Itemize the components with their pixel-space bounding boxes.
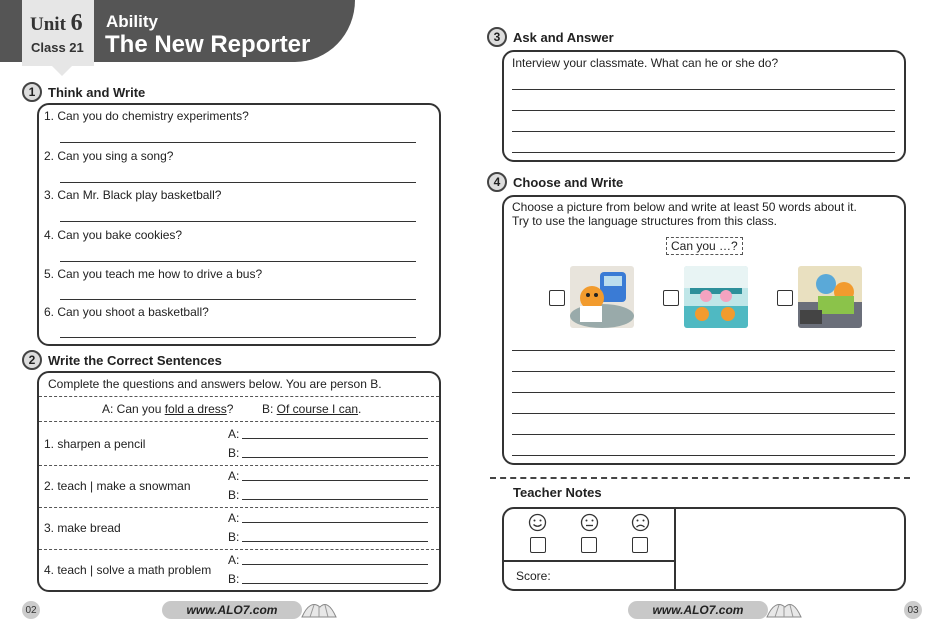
page-number-left: 02	[22, 601, 40, 619]
writing-line[interactable]	[512, 350, 895, 351]
answer-line-4[interactable]	[60, 261, 416, 262]
sad-face-icon	[631, 513, 650, 537]
class-label: Class 21	[31, 40, 84, 55]
item-1-answer-b[interactable]	[242, 457, 428, 458]
label-b: B:	[228, 530, 240, 544]
section-2-instruction: Complete the questions and answers below. You are person B.	[48, 377, 382, 391]
item-3-answer-b[interactable]	[242, 541, 428, 542]
item-4-answer-a[interactable]	[242, 564, 428, 565]
topic-label: Ability	[106, 12, 158, 31]
notes-divider	[490, 477, 910, 479]
answer-line-1[interactable]	[60, 142, 416, 143]
section-4-heading	[487, 172, 623, 192]
item-2-label: 2. teach | make a snowman	[44, 479, 191, 493]
writing-line[interactable]	[512, 392, 895, 393]
answer-line[interactable]	[512, 110, 895, 111]
section-3-prompt: Interview your classmate. What can he or she do?	[512, 56, 779, 70]
page-number-right: 03	[904, 601, 922, 619]
section-4-instruction-1: Choose a picture from below and write at least 50 words about it.	[512, 200, 857, 214]
happy-checkbox[interactable]	[530, 537, 546, 553]
item-1-label: 1. sharpen a pencil	[44, 437, 146, 451]
answer-line[interactable]	[512, 152, 895, 153]
unit-label: Unit 6	[30, 10, 83, 36]
teacher-notes-title: Teacher Notes	[513, 485, 602, 500]
shell-icon	[300, 597, 338, 626]
footer-url-left[interactable]: www.ALO7.com	[162, 601, 302, 619]
picture-1-checkbox[interactable]	[549, 290, 565, 306]
item-2-answer-b[interactable]	[242, 499, 428, 500]
page-title: The New Reporter	[105, 31, 311, 58]
neutral-face-icon	[580, 513, 599, 537]
section-2-heading	[22, 350, 222, 370]
section-4-instruction-2: Try to use the language structures from this class.	[512, 214, 778, 228]
question-5: 5. Can you teach me how to drive a bus?	[44, 267, 263, 281]
writing-line[interactable]	[512, 455, 895, 456]
teacher-notes-box	[502, 507, 906, 591]
neutral-checkbox[interactable]	[581, 537, 597, 553]
section-3-heading	[487, 27, 614, 47]
divider	[39, 507, 439, 508]
label-a: A:	[228, 469, 240, 483]
label-a: A:	[228, 511, 240, 525]
section-title: Choose and Write	[513, 174, 624, 190]
section-number: 2	[22, 350, 42, 370]
divider	[39, 465, 439, 466]
section-number: 4	[487, 172, 507, 192]
writing-line[interactable]	[512, 413, 895, 414]
section-1-heading	[22, 82, 145, 102]
divider	[39, 396, 439, 397]
picture-1-image	[570, 266, 634, 328]
footer-url-right[interactable]: www.ALO7.com	[628, 601, 768, 619]
answer-line[interactable]	[512, 89, 895, 90]
picture-2-checkbox[interactable]	[663, 290, 679, 306]
picture-3-image	[798, 266, 862, 328]
answer-line-5[interactable]	[60, 299, 416, 300]
answer-line-2[interactable]	[60, 182, 416, 183]
answer-line-3[interactable]	[60, 221, 416, 222]
example-answer: B: Of course I can.	[262, 402, 362, 416]
label-b: B:	[228, 488, 240, 502]
question-3: 3. Can Mr. Black play basketball?	[44, 188, 222, 202]
item-3-label: 3. make bread	[44, 521, 121, 535]
label-b: B:	[228, 446, 240, 460]
writing-line[interactable]	[512, 371, 895, 372]
language-hint: Can you …?	[666, 237, 743, 255]
shell-icon	[765, 597, 803, 626]
divider	[39, 421, 439, 422]
notes-row-divider	[504, 560, 674, 562]
question-4: 4. Can you bake cookies?	[44, 228, 183, 242]
question-6: 6. Can you shoot a basketball?	[44, 305, 209, 319]
divider	[39, 549, 439, 550]
question-2: 2. Can you sing a song?	[44, 149, 174, 163]
section-title: Think and Write	[48, 84, 146, 100]
section-number: 1	[22, 82, 42, 102]
label-b: B:	[228, 572, 240, 586]
sad-checkbox[interactable]	[632, 537, 648, 553]
happy-face-icon	[528, 513, 547, 537]
section-title: Ask and Answer	[513, 29, 614, 45]
picture-3-checkbox[interactable]	[777, 290, 793, 306]
item-4-label: 4. teach | solve a math problem	[44, 563, 212, 577]
score-label: Score:	[516, 569, 551, 583]
example-question: A: Can you fold a dress?	[102, 402, 234, 416]
answer-line[interactable]	[512, 131, 895, 132]
choose-and-write-box	[502, 195, 906, 465]
section-number: 3	[487, 27, 507, 47]
section-title: Write the Correct Sentences	[48, 352, 222, 368]
label-a: A:	[228, 553, 240, 567]
item-3-answer-a[interactable]	[242, 522, 428, 523]
item-4-answer-b[interactable]	[242, 583, 428, 584]
picture-2-image	[684, 266, 748, 328]
question-1: 1. Can you do chemistry experiments?	[44, 109, 249, 123]
notes-column-divider	[674, 509, 676, 589]
item-2-answer-a[interactable]	[242, 480, 428, 481]
label-a: A:	[228, 427, 240, 441]
answer-line-6[interactable]	[60, 337, 416, 338]
item-1-answer-a[interactable]	[242, 438, 428, 439]
writing-line[interactable]	[512, 434, 895, 435]
